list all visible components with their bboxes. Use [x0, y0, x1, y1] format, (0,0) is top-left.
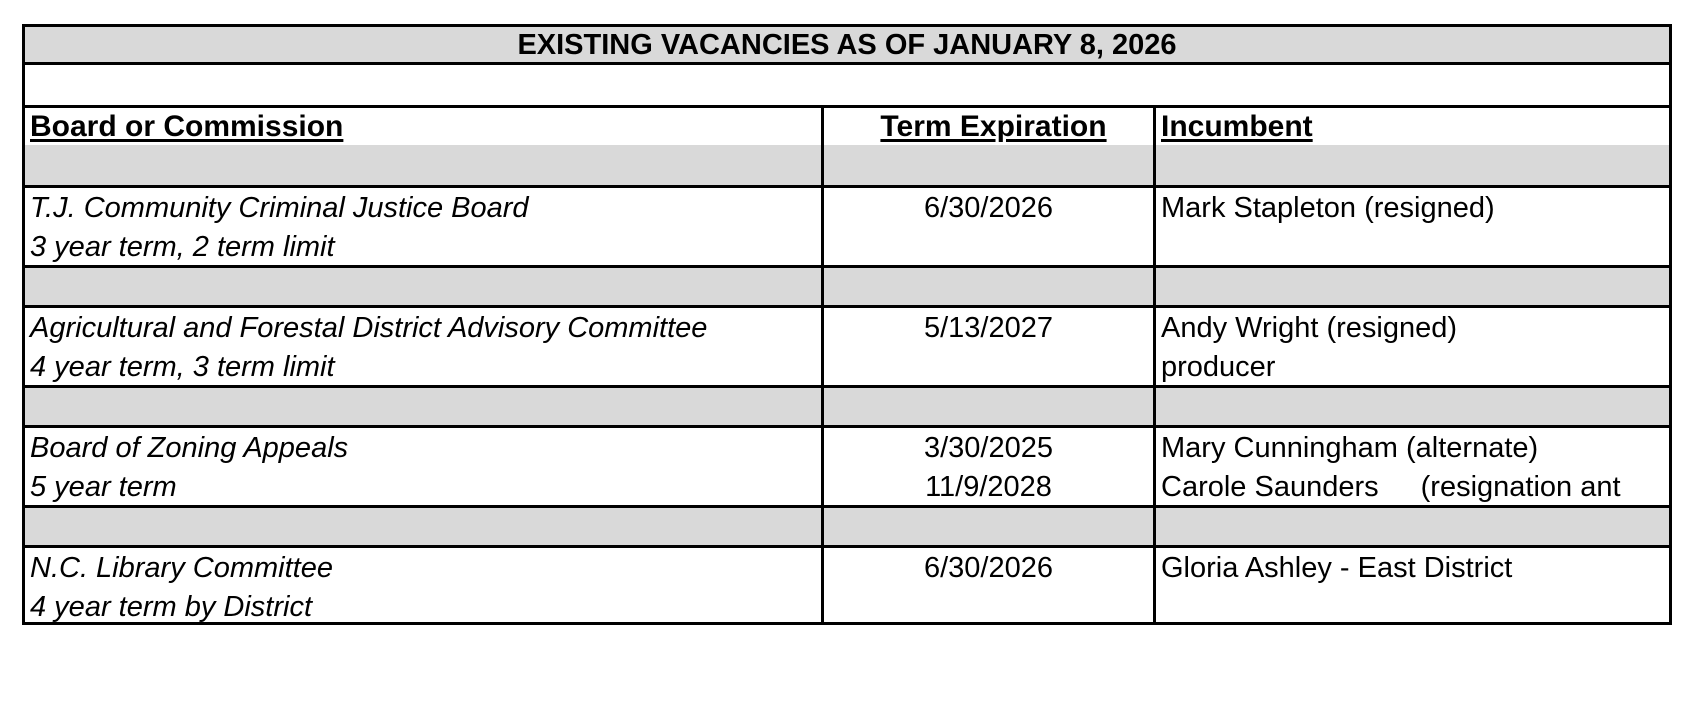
term-expiration-2	[824, 590, 1153, 622]
incumbent-cell	[1156, 188, 1669, 265]
header-row	[22, 105, 1672, 145]
incumbent-name: Mary Cunningham (alternate)	[1161, 432, 1539, 464]
table-title: EXISTING VACANCIES AS OF JANUARY 8, 2026	[22, 24, 1672, 65]
incumbent-cell	[1156, 548, 1669, 622]
term-expiration: 5/13/2027	[923, 312, 1053, 344]
spacer-row	[22, 265, 1672, 305]
header-board	[25, 108, 824, 145]
incumbent-detail	[1161, 590, 1669, 622]
term-cell	[824, 548, 1156, 622]
term-expiration-2	[824, 230, 1153, 265]
term-cell	[824, 428, 1156, 505]
incumbent-detail: producer	[1161, 351, 1276, 383]
board-detail: 5 year term	[30, 471, 177, 503]
term-expiration: 6/30/2026	[923, 552, 1053, 584]
board-cell	[25, 308, 824, 385]
board-name: Agricultural and Forestal District Advisory Committee	[30, 312, 708, 344]
board-detail: 4 year term, 3 term limit	[30, 351, 335, 383]
incumbent-name: Gloria Ashley - East District	[1161, 552, 1513, 584]
board-name: T.J. Community Criminal Justice Board	[30, 192, 529, 224]
board-detail: 3 year term, 2 term limit	[30, 231, 335, 263]
header-incumbent	[1156, 108, 1669, 145]
header-incumbent-label: Incumbent	[1161, 110, 1313, 143]
incumbent-detail	[1161, 230, 1669, 265]
header-term	[824, 108, 1156, 145]
table-row	[22, 425, 1672, 505]
term-expiration: 6/30/2026	[923, 192, 1053, 224]
incumbent-detail	[1161, 470, 1669, 505]
incumbent-cell	[1156, 308, 1669, 385]
blank-row	[22, 65, 1672, 105]
incumbent-cell	[1156, 428, 1669, 505]
board-name: Board of Zoning Appeals	[30, 432, 349, 464]
board-name: N.C. Library Committee	[30, 552, 333, 584]
incumbent-name: Mark Stapleton (resigned)	[1161, 192, 1495, 224]
board-cell	[25, 428, 824, 505]
vacancies-table	[22, 24, 1672, 625]
table-row	[22, 305, 1672, 385]
term-expiration-2: 11/9/2028	[925, 471, 1052, 503]
spacer-row	[22, 505, 1672, 545]
spacer-row	[22, 385, 1672, 425]
table-row	[22, 185, 1672, 265]
incumbent-name: Andy Wright (resigned)	[1161, 312, 1458, 344]
board-cell	[25, 548, 824, 622]
spacer-row	[22, 145, 1672, 185]
term-expiration: 3/30/2025	[923, 432, 1053, 464]
term-cell	[824, 308, 1156, 385]
board-cell	[25, 188, 824, 265]
header-board-label: Board or Commission	[30, 110, 344, 143]
header-term-label: Term Expiration	[880, 110, 1107, 143]
incumbent-name-2: Carole Saunders	[1161, 471, 1379, 503]
term-cell	[824, 188, 1156, 265]
term-expiration-2	[824, 350, 1153, 385]
board-detail: 4 year term by District	[30, 591, 312, 622]
incumbent-note: (resignation ant	[1420, 471, 1621, 503]
table-row	[22, 545, 1672, 625]
